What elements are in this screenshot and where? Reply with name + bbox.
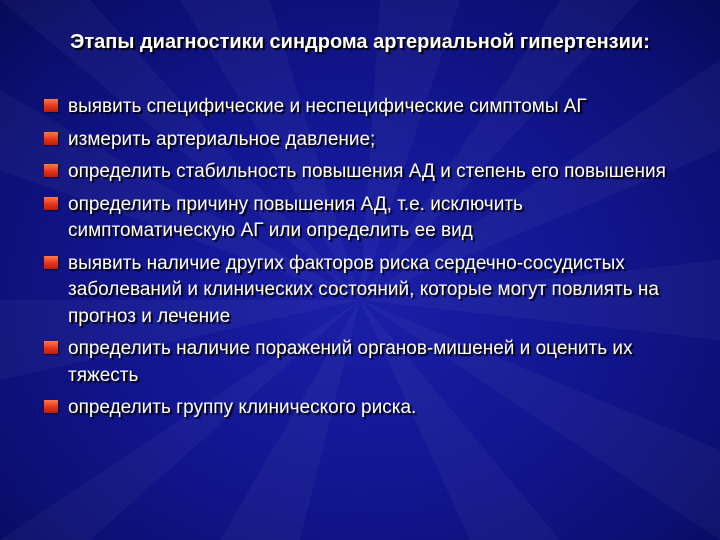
red-square-bullet-icon — [44, 400, 58, 413]
bullet-item — [44, 395, 694, 422]
bullet-item — [44, 251, 694, 331]
bullet-text: выявить специфические и неспецифические симптомы АГ — [68, 96, 587, 117]
bullet-text: выявить наличие других факторов риска сердечно-сосудистых заболеваний и клинических состояний, которые могут повлиять на прогноз и лечение — [68, 252, 659, 327]
red-square-bullet-icon — [44, 197, 58, 210]
bullet-text: определить причину повышения АД, т.е. исключить симптоматическую АГ или определить ее вид — [68, 193, 523, 241]
bullet-item — [44, 127, 694, 154]
slide-title: Этапы диагностики синдрома артериальной гипертензии: — [70, 31, 650, 53]
red-square-bullet-icon — [44, 341, 58, 354]
bullet-list — [44, 94, 694, 428]
bullet-item — [44, 159, 694, 186]
red-square-bullet-icon — [44, 164, 58, 177]
bullet-item — [44, 94, 694, 121]
bullet-text: измерить артериальное давление; — [68, 128, 376, 150]
bullet-text: определить группу клинического риска. — [68, 397, 417, 418]
red-square-bullet-icon — [44, 132, 58, 145]
bullet-text: определить наличие поражений органов-мишеней и оценить их тяжесть — [68, 338, 633, 386]
red-square-bullet-icon — [44, 99, 58, 112]
bullet-text: определить стабильность повышения АД и степень его повышения — [68, 161, 666, 182]
red-square-bullet-icon — [44, 256, 58, 269]
bullet-item — [44, 336, 694, 389]
bullet-item — [44, 192, 694, 245]
